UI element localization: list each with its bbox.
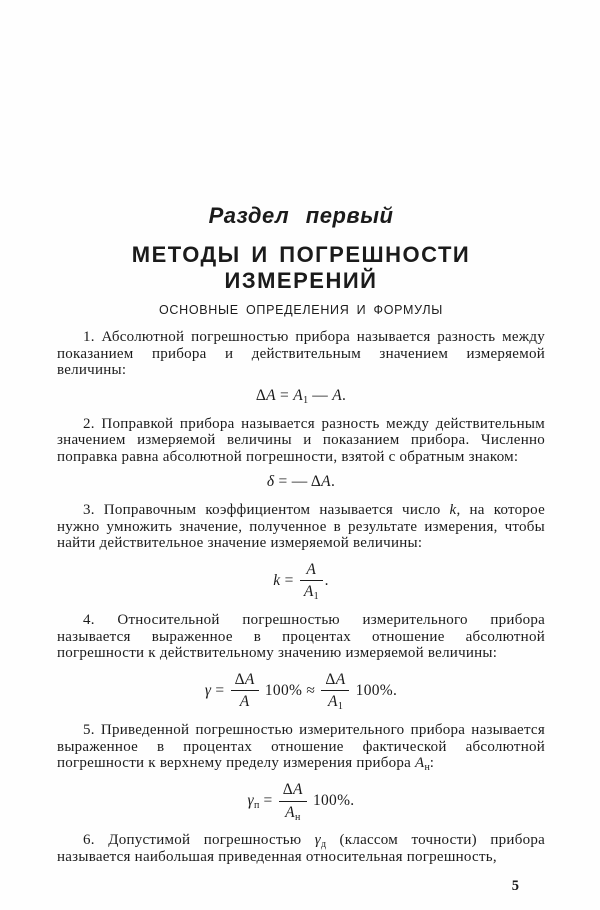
subscript-1: 1 [303, 394, 309, 406]
paragraph-4-text: 4. Относительной погрешностью измерительного прибора называется выраженное в процентах отношение абсолютной погрешности к действительному значению измеряемой величины: [57, 612, 545, 662]
formula-relative-error: γ = $\frac{\Delta A}{A}$ 100% ≈ $\frac{\Delta A}{A_1}$ 100%. [204, 670, 398, 713]
page-number: 5 [511, 878, 519, 895]
paragraph-2 [57, 416, 545, 466]
gamma-symbol: γ [247, 791, 254, 809]
paragraph-2-text: 2. Поправкой прибора называется разность между действительным значением измеряемой величины и показанием прибора. Численно поправка равна абсолютной погрешности, взятой с обратным знаком: [57, 415, 545, 465]
subscript-n: н [294, 811, 301, 823]
fraction: $\frac{\Delta A}{A_1}$ [321, 671, 349, 712]
fraction: $\frac{\Delta A}{A_н}$ [279, 781, 307, 822]
small-delta-symbol: δ [266, 473, 275, 490]
section-label: Раздел первый [208, 203, 394, 228]
paragraph-1 [57, 329, 545, 379]
formula-correction-coefficient: k = $\frac{A}{A_1}$ . [273, 560, 329, 603]
fraction: $\frac{A}{A_1}$ [300, 561, 323, 602]
formula-reduced-error: $\gamma_п$ = $\frac{\Delta A}{A_н}$ 100%. [247, 780, 355, 823]
subscript-p: п [253, 799, 260, 811]
paragraph-1-text: 1. Абсолютной погрешностью прибора называется разность между показанием прибора и действительным значением измеряемой величины: [57, 329, 545, 378]
k-variable: k [449, 502, 457, 518]
gamma-symbol: γ [314, 832, 321, 849]
delta-symbol: Δ [255, 386, 267, 404]
subscript-n: н [424, 762, 430, 774]
paragraph-4 [57, 612, 545, 662]
paragraph-5: 5. Приведенной погрешностью измерительного прибора называется выраженное в процентах отношение фактической абсолютной погрешности к верхнему пределу измерения прибора $A_н$: [57, 722, 545, 774]
gamma-symbol: γ [204, 681, 212, 699]
fraction: $\frac{\Delta A}{A}$ [231, 671, 259, 712]
A-upper-limit-variable: A [415, 755, 425, 772]
formula-absolute-error: $\Delta A = A_1$ — A. [255, 386, 347, 406]
subscript-d: д [320, 839, 327, 851]
paragraph-6: 6. Допустимой погрешностью $\gamma_д$ (классом точности) прибора называется наибольшая приведенная относительная погрешность, [57, 832, 545, 865]
chapter-title: МЕТОДЫ И ПОГРЕШНОСТИ ИЗМЕРЕНИЙ [131, 242, 471, 293]
delta-symbol: Δ [310, 473, 322, 490]
formula-correction: δ = — ΔA. [266, 473, 336, 490]
chapter-subtitle: ОСНОВНЫЕ ОПРЕДЕЛЕНИЯ И ФОРМУЛЫ [158, 303, 444, 317]
paragraph-3: 3. Поправочным коэффициентом называется число k, на которое нужно умножить значение, полученное в результате измерения, чтобы найти действительное значение измеряемой величины: [57, 502, 545, 551]
subscript-1: 1 [337, 701, 343, 713]
page-number-row [57, 878, 545, 895]
subscript-1: 1 [313, 591, 319, 603]
